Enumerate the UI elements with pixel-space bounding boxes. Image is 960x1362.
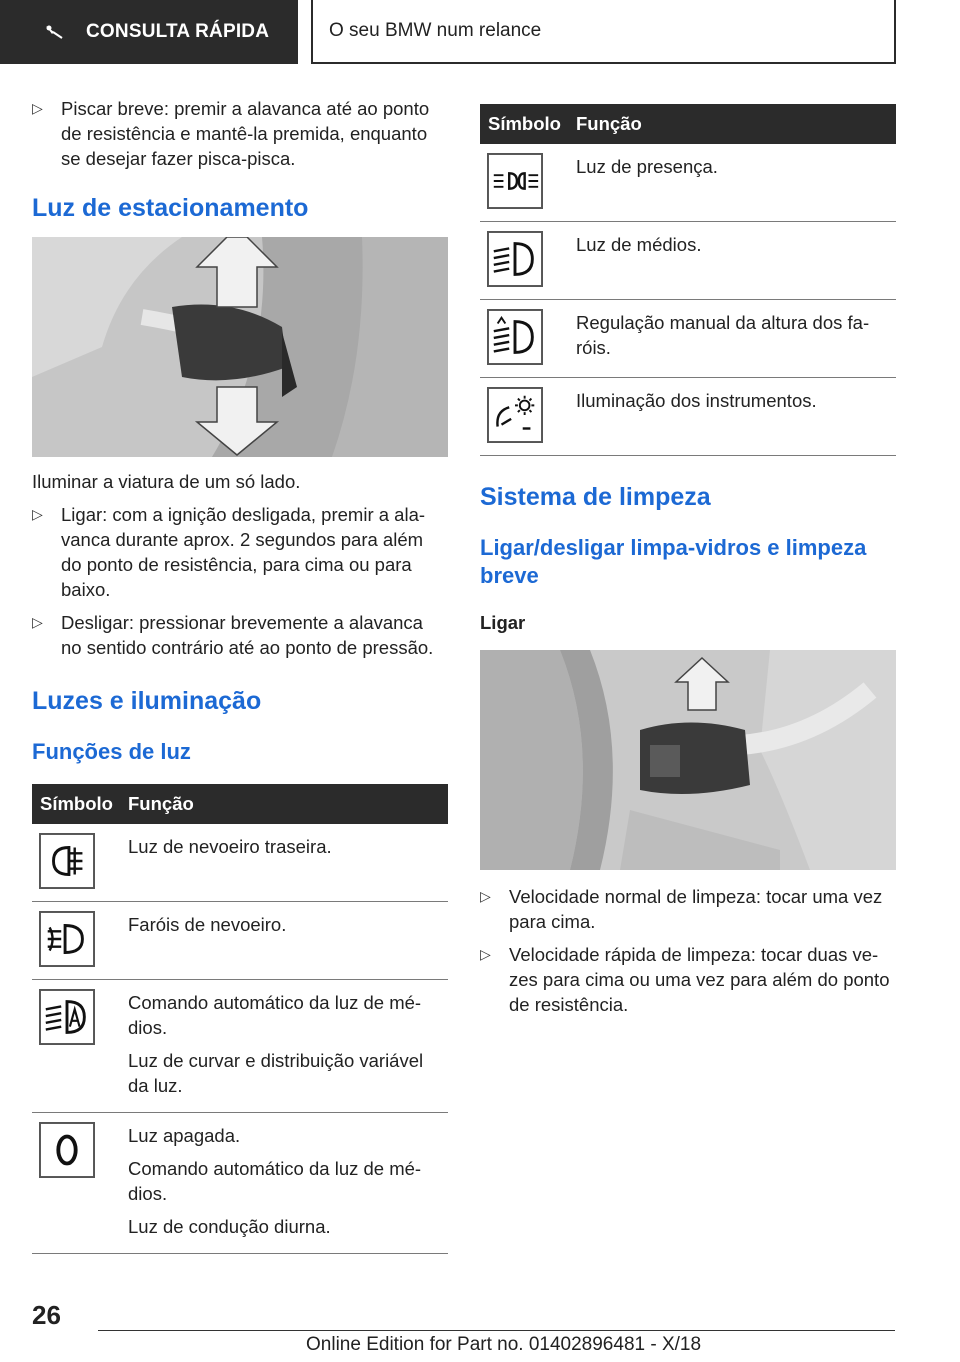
lights-off-icon (39, 1122, 95, 1178)
bullet-triangle-icon: ▷ (32, 100, 43, 116)
bullet-triangle-icon: ▷ (480, 946, 491, 962)
parking-light-icon (487, 153, 543, 209)
function-text: Luz de médios. (576, 234, 702, 255)
function-text: Luz de nevoeiro traseira. (128, 836, 332, 857)
table-header-row (480, 104, 896, 144)
headlight-range-icon (487, 309, 543, 365)
wiper-subheading: Ligar/desligar limpa-vidros e limpeza breve (480, 535, 867, 588)
wiper-lever-photo (480, 650, 896, 870)
edition-text: Online Edition for Part no. 01402896481 - X/18 (306, 1334, 702, 1355)
light-functions-table (32, 784, 448, 1254)
bullet-triangle-icon: ▷ (32, 506, 43, 522)
function-text: Luz de condução diurna. (128, 1216, 331, 1237)
turn-signal-lever-illustration (32, 237, 448, 457)
function-text: Iluminação dos instrumentos. (576, 390, 817, 411)
lever-photo (32, 237, 448, 457)
wiper-heading: Sistema de limpeza (480, 483, 711, 511)
left-column (32, 96, 448, 1254)
table-header-row (32, 784, 448, 824)
footer-divider (98, 1330, 895, 1331)
wiper-bullet-list (480, 884, 896, 1017)
list-item: ▷ Ligar: com a ignição desligada, premir a ala-vanca durante aprox. 2 segundos para além do ponto de resistência, para cima ou para baixo. (32, 504, 426, 600)
table-row (480, 300, 896, 378)
column-header-function: Função (574, 104, 896, 144)
low-beam-icon (487, 231, 543, 287)
front-fog-light-icon (39, 911, 95, 967)
light-symbols-table (480, 104, 896, 456)
bullet-triangle-icon: ▷ (32, 614, 43, 630)
page-number: 26 (32, 1300, 61, 1330)
function-text: Regulação manual da altura dos fa-róis. (576, 312, 870, 358)
function-text: Comando automático da luz de mé-dios. (128, 992, 422, 1038)
table-row (480, 378, 896, 456)
list-item: ▷ Desligar: pressionar brevemente a alavanca no sentido contrário até ao ponto de pressão. (32, 612, 434, 658)
list-item: ▷ Velocidade normal de limpeza: tocar uma vez para cima. (480, 886, 883, 932)
table-row (32, 824, 448, 902)
quick-reference-icon (44, 24, 64, 40)
instrument-lighting-icon (487, 387, 543, 443)
table-row (32, 1113, 448, 1254)
table-row (32, 902, 448, 980)
parking-light-heading: Luz de estacionamento (32, 194, 309, 222)
table-row (32, 980, 448, 1113)
wiper-lever-illustration (480, 650, 896, 870)
bullet-triangle-icon: ▷ (480, 888, 491, 904)
column-header-symbol: Símbolo (32, 784, 126, 824)
flash-bullet-list (32, 96, 448, 171)
column-header-function: Função (126, 784, 448, 824)
function-text: Luz de curvar e distribuição variável da luz. (128, 1050, 424, 1096)
lights-heading: Luzes e iluminação (32, 687, 262, 715)
function-text: Luz apagada. (128, 1125, 241, 1146)
page-header (0, 0, 960, 66)
on-label: Ligar (480, 612, 526, 633)
function-text: Faróis de nevoeiro. (128, 914, 287, 935)
chapter-title (311, 0, 896, 64)
auto-headlight-icon (39, 989, 95, 1045)
table-row (480, 144, 896, 222)
parking-bullet-list (32, 502, 448, 660)
light-functions-heading: Funções de luz (32, 739, 191, 764)
list-item: ▷ Velocidade rápida de limpeza: tocar duas ve-zes para cima ou uma vez para além do ponto de resistência. (480, 944, 890, 1015)
chapter-title-text: O seu BMW num relance (329, 20, 542, 41)
column-header-symbol: Símbolo (480, 104, 574, 144)
function-text: Luz de presença. (576, 156, 718, 177)
section-tab[interactable] (0, 0, 298, 64)
list-item: ▷ Piscar breve: premir a alavanca até ao ponto de resistência e mantê-la premida, enquanto se desejar fazer pisca-pisca. (32, 98, 430, 169)
right-column (480, 104, 896, 1025)
table-row (480, 222, 896, 300)
parking-intro: Iluminar a viatura de um só lado. (32, 471, 301, 492)
rear-fog-light-icon (39, 833, 95, 889)
section-tab-label: CONSULTA RÁPIDA (86, 21, 270, 42)
function-text: Comando automático da luz de mé-dios. (128, 1158, 422, 1204)
